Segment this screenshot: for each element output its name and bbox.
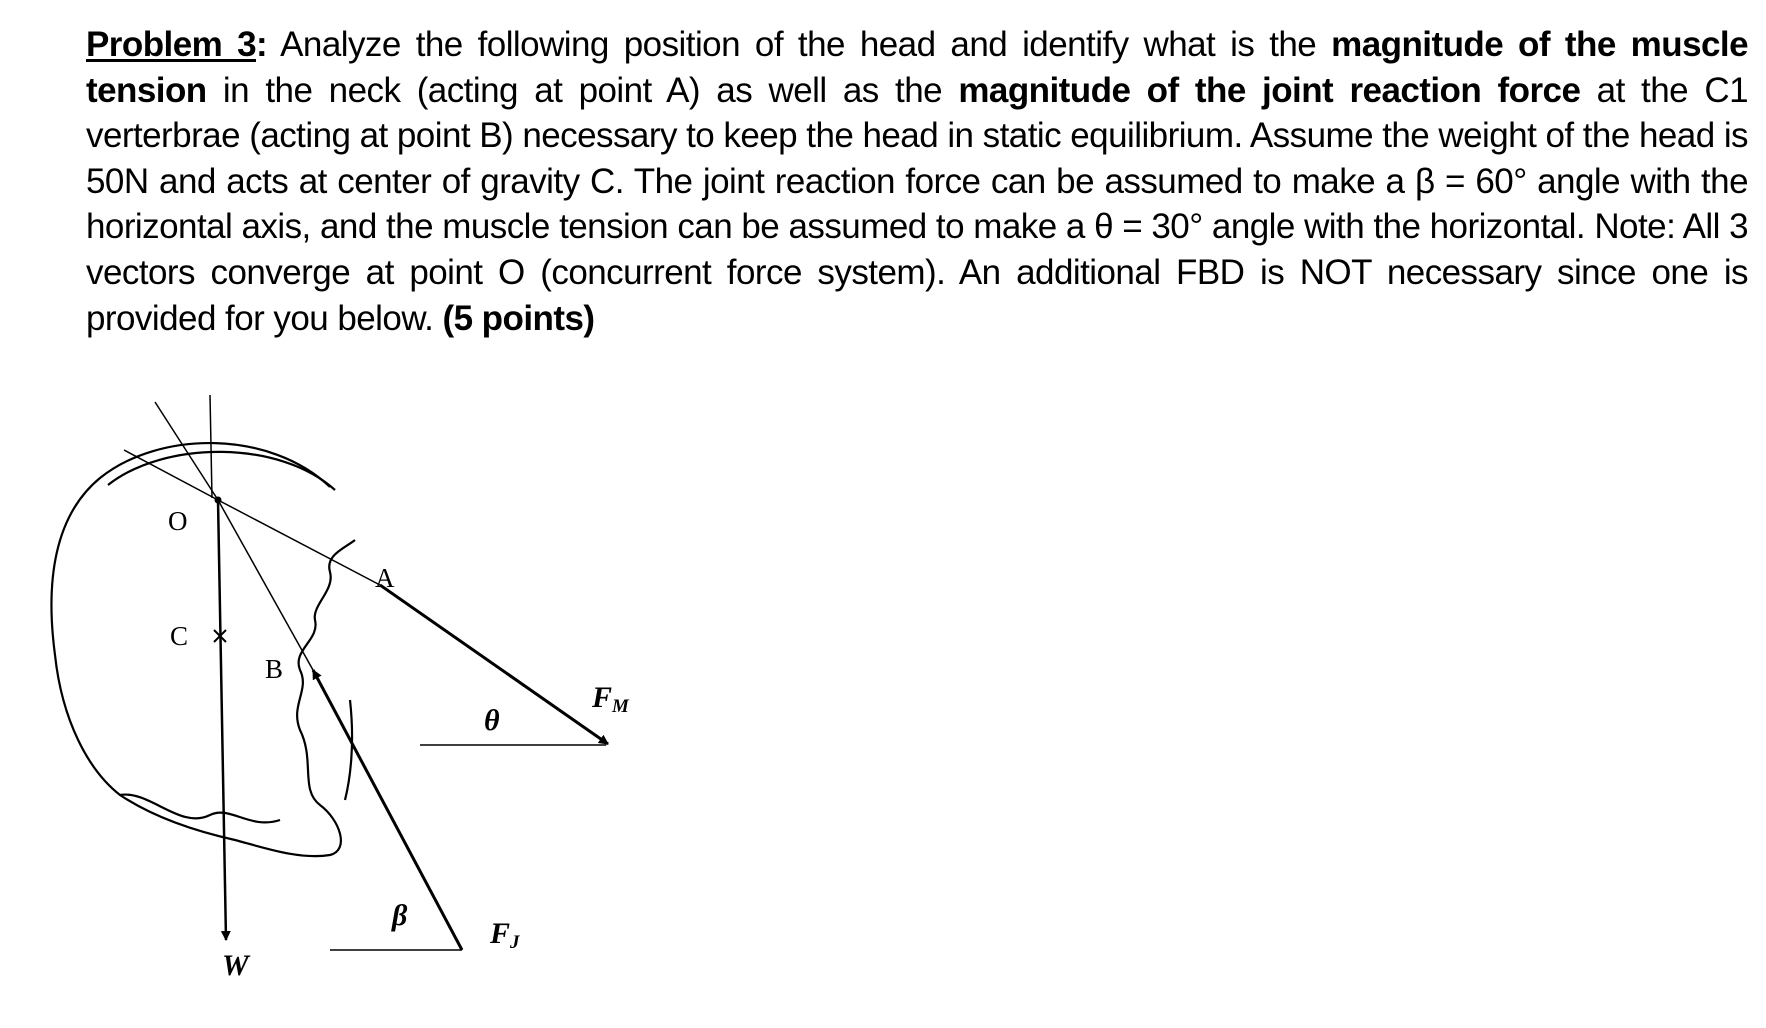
- points-value: (5 points): [442, 298, 595, 338]
- head-free-body-diagram: [0, 370, 700, 1010]
- problem-title: Problem 3: [86, 25, 257, 64]
- vertical-reference-line: [210, 395, 212, 498]
- label-beta: β: [392, 899, 408, 932]
- label-o: O: [168, 506, 188, 536]
- label-c: C: [170, 621, 189, 651]
- label-fm: [591, 681, 630, 717]
- point-o-marker: [215, 497, 222, 504]
- problem-title-colon: :: [256, 25, 268, 64]
- label-theta: θ: [484, 704, 500, 737]
- label-fj-sub: J: [510, 932, 520, 953]
- label-fj-main: F: [490, 917, 511, 950]
- label-w: W: [222, 949, 249, 982]
- problem-text-1: Analyze the following position of the head and identify what is the: [267, 25, 1332, 64]
- joint-force-arrow: [313, 670, 462, 950]
- problem-text-3: at the C1 verterbrae (acting at point B) necessary to keep the head in static equilibrium. Assume the weight of the head is 50N and acts at center of gravity C. The joint reaction force can be assumed to make a β = 60° angle with the horizontal axis, and the muscle tension can be assumed to make a θ = 30° angle with the horizontal. Note: All 3 vectors converge at point O (concurrent force system). An additional FBD is NOT necessary since one is provided for you below.: [86, 70, 1749, 338]
- problem-statement: [86, 22, 1748, 341]
- label-a: A: [375, 563, 395, 593]
- label-fm-main: F: [592, 681, 613, 714]
- construction-lines: [124, 395, 380, 670]
- emphasis-muscle-tension: magnitude of the muscle tension: [86, 25, 1748, 110]
- weight-vector-arrow: [218, 500, 226, 940]
- skull-outline: [51, 443, 355, 856]
- problem-text-2: in the neck (acting at point A) as well as the: [206, 70, 959, 110]
- label-fj: [489, 917, 520, 953]
- label-b: B: [265, 654, 284, 684]
- label-fm-sub: M: [612, 696, 629, 717]
- emphasis-joint-reaction: magnitude of the joint reaction force: [958, 70, 1581, 110]
